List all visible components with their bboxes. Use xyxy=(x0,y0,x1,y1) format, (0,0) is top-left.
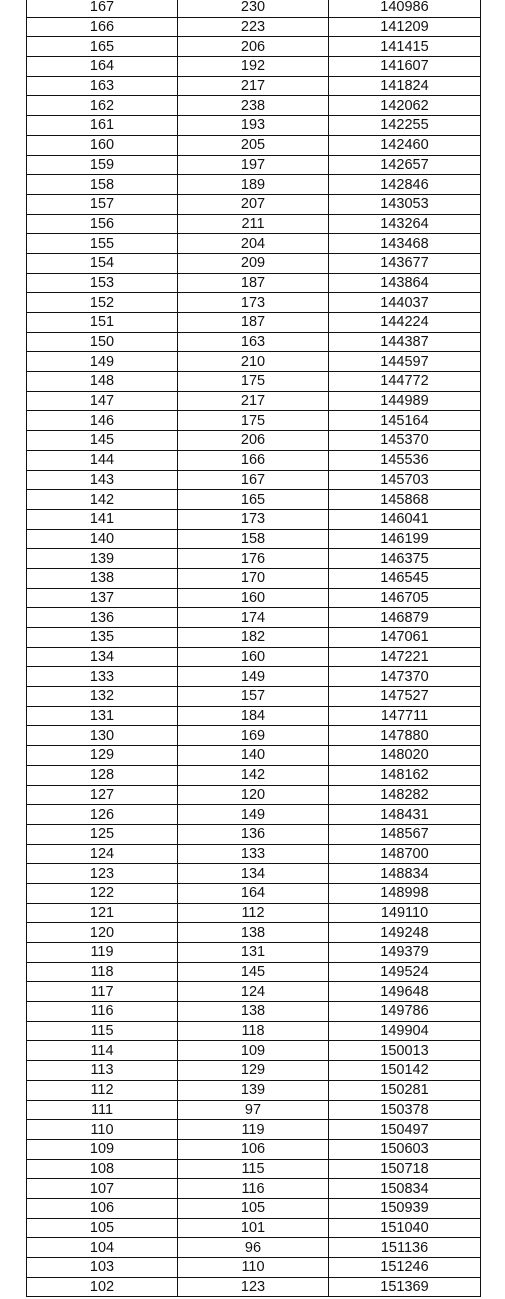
count-cell: 204 xyxy=(178,234,329,254)
table-row xyxy=(27,1002,481,1022)
score-cell: 150 xyxy=(27,332,178,352)
table-row xyxy=(27,509,481,529)
score-cell: 127 xyxy=(27,785,178,805)
cumulative-cell: 142062 xyxy=(329,96,481,116)
count-cell: 176 xyxy=(178,549,329,569)
count-cell: 138 xyxy=(178,1002,329,1022)
cumulative-cell: 148998 xyxy=(329,883,481,903)
table-row xyxy=(27,0,481,17)
table-row xyxy=(27,1218,481,1238)
count-cell: 149 xyxy=(178,805,329,825)
count-cell: 205 xyxy=(178,135,329,155)
cumulative-cell: 148020 xyxy=(329,746,481,766)
table-row xyxy=(27,529,481,549)
cumulative-cell: 147880 xyxy=(329,726,481,746)
cumulative-cell: 151040 xyxy=(329,1218,481,1238)
cumulative-cell: 146545 xyxy=(329,568,481,588)
cumulative-cell: 148431 xyxy=(329,805,481,825)
cumulative-cell: 150013 xyxy=(329,1041,481,1061)
count-cell: 166 xyxy=(178,450,329,470)
cumulative-cell: 144772 xyxy=(329,372,481,392)
table-row xyxy=(27,76,481,96)
count-cell: 187 xyxy=(178,273,329,293)
score-cell: 165 xyxy=(27,37,178,57)
score-cell: 133 xyxy=(27,667,178,687)
count-cell: 124 xyxy=(178,982,329,1002)
count-cell: 131 xyxy=(178,943,329,963)
cumulative-cell: 149248 xyxy=(329,923,481,943)
count-cell: 140 xyxy=(178,746,329,766)
count-cell: 174 xyxy=(178,608,329,628)
score-cell: 108 xyxy=(27,1159,178,1179)
table-row xyxy=(27,135,481,155)
cumulative-cell: 144597 xyxy=(329,352,481,372)
table-row xyxy=(27,194,481,214)
cumulative-cell: 143677 xyxy=(329,253,481,273)
cumulative-cell: 150281 xyxy=(329,1080,481,1100)
table-row xyxy=(27,687,481,707)
cumulative-cell: 142460 xyxy=(329,135,481,155)
cumulative-cell: 147061 xyxy=(329,628,481,648)
cumulative-cell: 149524 xyxy=(329,962,481,982)
table-row xyxy=(27,470,481,490)
cumulative-cell: 148700 xyxy=(329,844,481,864)
count-cell: 210 xyxy=(178,352,329,372)
table-row xyxy=(27,706,481,726)
score-cell: 146 xyxy=(27,411,178,431)
cumulative-cell: 142846 xyxy=(329,175,481,195)
score-cell: 111 xyxy=(27,1100,178,1120)
score-cell: 167 xyxy=(27,0,178,17)
count-cell: 138 xyxy=(178,923,329,943)
table-row xyxy=(27,273,481,293)
cumulative-cell: 149379 xyxy=(329,943,481,963)
cumulative-cell: 144037 xyxy=(329,293,481,313)
count-cell: 211 xyxy=(178,214,329,234)
table-row xyxy=(27,785,481,805)
count-cell: 230 xyxy=(178,0,329,17)
score-cell: 102 xyxy=(27,1277,178,1297)
cumulative-cell: 143264 xyxy=(329,214,481,234)
count-cell: 206 xyxy=(178,431,329,451)
cumulative-cell: 145370 xyxy=(329,431,481,451)
cumulative-cell: 146705 xyxy=(329,588,481,608)
cumulative-cell: 150834 xyxy=(329,1179,481,1199)
table-row xyxy=(27,332,481,352)
table-row xyxy=(27,352,481,372)
count-cell: 175 xyxy=(178,372,329,392)
table-row xyxy=(27,844,481,864)
score-cell: 112 xyxy=(27,1080,178,1100)
count-cell: 158 xyxy=(178,529,329,549)
count-cell: 133 xyxy=(178,844,329,864)
table-row xyxy=(27,982,481,1002)
score-cell: 149 xyxy=(27,352,178,372)
score-cell: 137 xyxy=(27,588,178,608)
score-cell: 138 xyxy=(27,568,178,588)
cumulative-cell: 150142 xyxy=(329,1061,481,1081)
table-body xyxy=(27,0,481,1297)
table-row xyxy=(27,923,481,943)
score-cell: 110 xyxy=(27,1120,178,1140)
score-cell: 160 xyxy=(27,135,178,155)
score-cell: 141 xyxy=(27,509,178,529)
count-cell: 112 xyxy=(178,903,329,923)
table-row xyxy=(27,450,481,470)
table-row xyxy=(27,1198,481,1218)
cumulative-cell: 147711 xyxy=(329,706,481,726)
score-cell: 135 xyxy=(27,628,178,648)
table-row xyxy=(27,765,481,785)
cumulative-cell: 145868 xyxy=(329,490,481,510)
count-cell: 217 xyxy=(178,76,329,96)
table-row xyxy=(27,1238,481,1258)
score-cell: 124 xyxy=(27,844,178,864)
cumulative-cell: 143468 xyxy=(329,234,481,254)
cumulative-cell: 146879 xyxy=(329,608,481,628)
count-cell: 116 xyxy=(178,1179,329,1199)
score-cell: 118 xyxy=(27,962,178,982)
table-row xyxy=(27,234,481,254)
score-cell: 166 xyxy=(27,17,178,37)
count-cell: 207 xyxy=(178,194,329,214)
count-cell: 118 xyxy=(178,1021,329,1041)
count-cell: 120 xyxy=(178,785,329,805)
score-cell: 140 xyxy=(27,529,178,549)
count-cell: 193 xyxy=(178,116,329,136)
table-row xyxy=(27,175,481,195)
cumulative-cell: 150497 xyxy=(329,1120,481,1140)
score-cell: 145 xyxy=(27,431,178,451)
table-row xyxy=(27,824,481,844)
count-cell: 206 xyxy=(178,37,329,57)
count-cell: 157 xyxy=(178,687,329,707)
table-row xyxy=(27,805,481,825)
table-row xyxy=(27,17,481,37)
table-row xyxy=(27,372,481,392)
cumulative-cell: 144224 xyxy=(329,313,481,333)
count-cell: 192 xyxy=(178,57,329,77)
cumulative-cell: 149648 xyxy=(329,982,481,1002)
table-row xyxy=(27,1258,481,1278)
count-cell: 184 xyxy=(178,706,329,726)
count-cell: 175 xyxy=(178,411,329,431)
table-row xyxy=(27,549,481,569)
table-row xyxy=(27,608,481,628)
table-row xyxy=(27,57,481,77)
table-row xyxy=(27,746,481,766)
table-row xyxy=(27,588,481,608)
cumulative-cell: 151136 xyxy=(329,1238,481,1258)
table-row xyxy=(27,883,481,903)
count-cell: 165 xyxy=(178,490,329,510)
count-cell: 160 xyxy=(178,647,329,667)
cumulative-cell: 148282 xyxy=(329,785,481,805)
count-cell: 164 xyxy=(178,883,329,903)
cumulative-cell: 146199 xyxy=(329,529,481,549)
cumulative-cell: 141209 xyxy=(329,17,481,37)
table-row xyxy=(27,1120,481,1140)
score-cell: 130 xyxy=(27,726,178,746)
count-cell: 134 xyxy=(178,864,329,884)
count-cell: 139 xyxy=(178,1080,329,1100)
cumulative-cell: 150603 xyxy=(329,1139,481,1159)
cumulative-cell: 148162 xyxy=(329,765,481,785)
count-cell: 182 xyxy=(178,628,329,648)
table-row xyxy=(27,1061,481,1081)
score-cell: 155 xyxy=(27,234,178,254)
cumulative-cell: 148567 xyxy=(329,824,481,844)
score-cell: 139 xyxy=(27,549,178,569)
score-cell: 105 xyxy=(27,1218,178,1238)
score-cell: 114 xyxy=(27,1041,178,1061)
score-cell: 148 xyxy=(27,372,178,392)
table-row xyxy=(27,864,481,884)
score-cell: 159 xyxy=(27,155,178,175)
count-cell: 217 xyxy=(178,391,329,411)
count-cell: 97 xyxy=(178,1100,329,1120)
cumulative-cell: 141607 xyxy=(329,57,481,77)
table-row xyxy=(27,391,481,411)
table-row xyxy=(27,647,481,667)
cumulative-cell: 146375 xyxy=(329,549,481,569)
table-row xyxy=(27,1100,481,1120)
table-row xyxy=(27,96,481,116)
table-row xyxy=(27,903,481,923)
score-cell: 117 xyxy=(27,982,178,1002)
score-cell: 122 xyxy=(27,883,178,903)
table-row xyxy=(27,943,481,963)
score-cell: 164 xyxy=(27,57,178,77)
table-row xyxy=(27,253,481,273)
score-cell: 162 xyxy=(27,96,178,116)
score-cell: 123 xyxy=(27,864,178,884)
score-cell: 156 xyxy=(27,214,178,234)
score-cell: 157 xyxy=(27,194,178,214)
cumulative-cell: 144989 xyxy=(329,391,481,411)
score-cell: 142 xyxy=(27,490,178,510)
cumulative-cell: 150718 xyxy=(329,1159,481,1179)
cumulative-cell: 147527 xyxy=(329,687,481,707)
table-row xyxy=(27,1277,481,1297)
count-cell: 209 xyxy=(178,253,329,273)
score-cell: 134 xyxy=(27,647,178,667)
score-cell: 121 xyxy=(27,903,178,923)
table-row xyxy=(27,155,481,175)
cumulative-cell: 148834 xyxy=(329,864,481,884)
score-cell: 128 xyxy=(27,765,178,785)
score-cell: 152 xyxy=(27,293,178,313)
cumulative-cell: 140986 xyxy=(329,0,481,17)
cumulative-cell: 149904 xyxy=(329,1021,481,1041)
cumulative-cell: 141824 xyxy=(329,76,481,96)
table-row xyxy=(27,1179,481,1199)
score-cell: 106 xyxy=(27,1198,178,1218)
count-cell: 110 xyxy=(178,1258,329,1278)
cumulative-cell: 147370 xyxy=(329,667,481,687)
cumulative-cell: 143864 xyxy=(329,273,481,293)
score-cell: 153 xyxy=(27,273,178,293)
score-cell: 136 xyxy=(27,608,178,628)
count-cell: 106 xyxy=(178,1139,329,1159)
count-cell: 129 xyxy=(178,1061,329,1081)
score-cell: 103 xyxy=(27,1258,178,1278)
table-row xyxy=(27,628,481,648)
table-row xyxy=(27,1041,481,1061)
cumulative-cell: 147221 xyxy=(329,647,481,667)
score-cell: 125 xyxy=(27,824,178,844)
count-cell: 223 xyxy=(178,17,329,37)
score-cell: 158 xyxy=(27,175,178,195)
count-cell: 163 xyxy=(178,332,329,352)
cumulative-cell: 144387 xyxy=(329,332,481,352)
table-row xyxy=(27,411,481,431)
score-cell: 104 xyxy=(27,1238,178,1258)
score-cell: 163 xyxy=(27,76,178,96)
cumulative-cell: 143053 xyxy=(329,194,481,214)
table-row xyxy=(27,313,481,333)
count-cell: 149 xyxy=(178,667,329,687)
count-cell: 136 xyxy=(178,824,329,844)
cumulative-cell: 150939 xyxy=(329,1198,481,1218)
table-row xyxy=(27,116,481,136)
cumulative-cell: 151246 xyxy=(329,1258,481,1278)
score-cell: 126 xyxy=(27,805,178,825)
count-cell: 189 xyxy=(178,175,329,195)
table-row xyxy=(27,490,481,510)
score-cell: 154 xyxy=(27,253,178,273)
count-cell: 173 xyxy=(178,293,329,313)
score-cell: 119 xyxy=(27,943,178,963)
score-cell: 151 xyxy=(27,313,178,333)
cumulative-cell: 149786 xyxy=(329,1002,481,1022)
cumulative-cell: 145703 xyxy=(329,470,481,490)
cumulative-cell: 145164 xyxy=(329,411,481,431)
score-distribution-table xyxy=(26,0,481,1297)
score-cell: 131 xyxy=(27,706,178,726)
count-cell: 123 xyxy=(178,1277,329,1297)
count-cell: 169 xyxy=(178,726,329,746)
table-row xyxy=(27,214,481,234)
count-cell: 96 xyxy=(178,1238,329,1258)
count-cell: 170 xyxy=(178,568,329,588)
score-cell: 116 xyxy=(27,1002,178,1022)
score-cell: 143 xyxy=(27,470,178,490)
cumulative-cell: 146041 xyxy=(329,509,481,529)
score-cell: 144 xyxy=(27,450,178,470)
score-cell: 129 xyxy=(27,746,178,766)
cumulative-cell: 149110 xyxy=(329,903,481,923)
count-cell: 238 xyxy=(178,96,329,116)
table-row xyxy=(27,293,481,313)
table-row xyxy=(27,667,481,687)
cumulative-cell: 145536 xyxy=(329,450,481,470)
score-cell: 115 xyxy=(27,1021,178,1041)
count-cell: 142 xyxy=(178,765,329,785)
count-cell: 197 xyxy=(178,155,329,175)
score-cell: 107 xyxy=(27,1179,178,1199)
cumulative-cell: 142255 xyxy=(329,116,481,136)
table-row xyxy=(27,1080,481,1100)
count-cell: 145 xyxy=(178,962,329,982)
table-row xyxy=(27,1139,481,1159)
cumulative-cell: 151369 xyxy=(329,1277,481,1297)
table-row xyxy=(27,962,481,982)
score-cell: 120 xyxy=(27,923,178,943)
table-row xyxy=(27,37,481,57)
count-cell: 173 xyxy=(178,509,329,529)
count-cell: 115 xyxy=(178,1159,329,1179)
score-cell: 147 xyxy=(27,391,178,411)
table-row xyxy=(27,726,481,746)
count-cell: 160 xyxy=(178,588,329,608)
table-row xyxy=(27,1021,481,1041)
count-cell: 187 xyxy=(178,313,329,333)
table-row xyxy=(27,1159,481,1179)
score-cell: 132 xyxy=(27,687,178,707)
cumulative-cell: 142657 xyxy=(329,155,481,175)
count-cell: 167 xyxy=(178,470,329,490)
score-cell: 113 xyxy=(27,1061,178,1081)
count-cell: 101 xyxy=(178,1218,329,1238)
table-row xyxy=(27,568,481,588)
count-cell: 105 xyxy=(178,1198,329,1218)
cumulative-cell: 150378 xyxy=(329,1100,481,1120)
score-cell: 161 xyxy=(27,116,178,136)
table-row xyxy=(27,431,481,451)
score-cell: 109 xyxy=(27,1139,178,1159)
cumulative-cell: 141415 xyxy=(329,37,481,57)
count-cell: 119 xyxy=(178,1120,329,1140)
count-cell: 109 xyxy=(178,1041,329,1061)
